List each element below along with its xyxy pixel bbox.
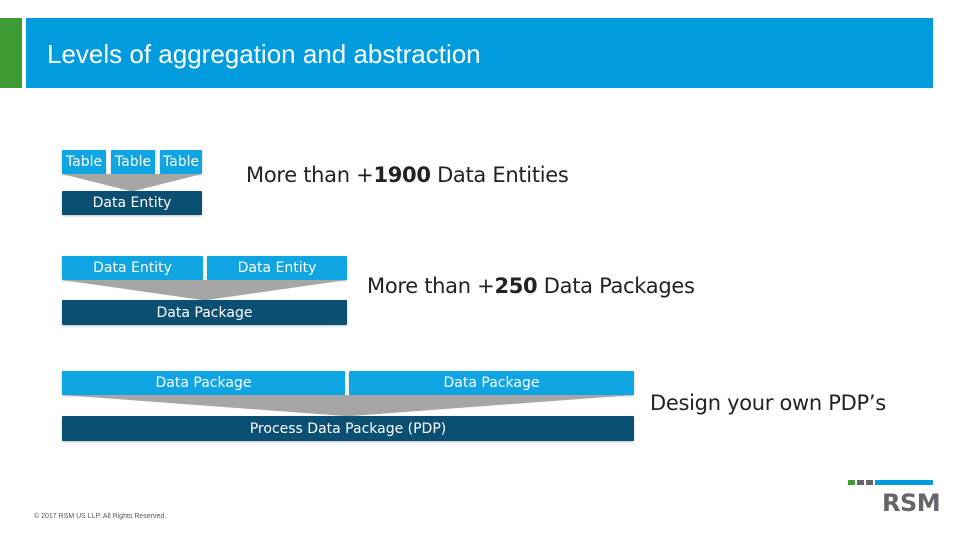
table-box-2: Table: [111, 150, 155, 174]
data-entity-box-1: Data Entity: [62, 256, 203, 280]
entities-stat: [246, 163, 569, 187]
logo-square-green-1: [848, 480, 855, 485]
logo-square-gray-2: [866, 480, 873, 485]
rsm-logo: [846, 477, 941, 517]
data-package-box-1: Data Package: [62, 371, 345, 395]
data-package-box-2: Data Package: [349, 371, 634, 395]
aggregation-arrow-2: [62, 280, 347, 300]
data-entity-result-box: Data Entity: [62, 191, 202, 215]
entities-stat-number: 1900: [373, 163, 431, 187]
aggregation-arrow-1: [62, 174, 202, 191]
aggregation-arrow-3: [62, 395, 634, 416]
packages-stat-number: 250: [494, 274, 538, 298]
packages-stat-suffix: Data Packages: [537, 274, 695, 298]
packages-stat-prefix: More than +: [367, 274, 495, 298]
logo-bar-blue: [875, 480, 933, 485]
logo-text: RSM: [882, 489, 941, 517]
logo-square-gray-1: [857, 480, 864, 485]
table-box-3: Table: [160, 150, 202, 174]
table-box-1: Table: [62, 150, 106, 174]
packages-stat: [367, 274, 695, 298]
entities-stat-suffix: Data Entities: [430, 163, 569, 187]
copyright-footer: © 2017 RSM US LLP. All Rights Reserved.: [34, 513, 167, 520]
pdp-stat: Design your own PDP’s: [650, 391, 886, 415]
accent-bar: [0, 18, 22, 88]
data-package-result-box: Data Package: [62, 300, 347, 325]
slide-title: Levels of aggregation and abstraction: [47, 39, 481, 69]
data-entity-box-2: Data Entity: [207, 256, 347, 280]
title-bar: [26, 18, 933, 88]
entities-stat-prefix: More than +: [246, 163, 374, 187]
process-data-package-box: Process Data Package (PDP): [62, 416, 634, 441]
